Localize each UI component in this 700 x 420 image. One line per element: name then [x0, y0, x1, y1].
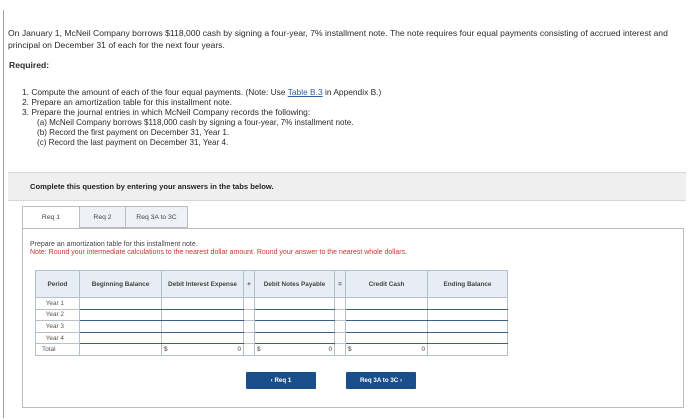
- requirement-3: 3. Prepare the journal entries in which McNeil Company records the following:: [22, 107, 311, 118]
- total-label: Total: [36, 344, 80, 356]
- ending-balance-input[interactable]: [428, 321, 508, 333]
- instructions-banner: Complete this question by entering your answers in the tabs below.: [8, 172, 686, 201]
- prev-req-button[interactable]: ‹ Req 1: [246, 372, 316, 389]
- requirement-3a: (a) McNeil Company borrows $118,000 cash by signing a four-year, 7% installment note.: [37, 117, 354, 127]
- interest-expense-input[interactable]: [162, 332, 244, 344]
- credit-cash-input[interactable]: [346, 332, 428, 344]
- beginning-balance-input[interactable]: [80, 309, 162, 321]
- requirements-list: [22, 87, 381, 148]
- beginning-balance-input[interactable]: [80, 321, 162, 333]
- interest-expense-input[interactable]: [162, 321, 244, 333]
- credit-cash-input[interactable]: [346, 321, 428, 333]
- total-notes-payable: $ 0: [255, 344, 335, 356]
- tab-req-2[interactable]: Req 2: [80, 206, 126, 228]
- period-label: Year 2: [36, 309, 80, 321]
- ending-balance-input[interactable]: [428, 309, 508, 321]
- credit-cash-input[interactable]: [346, 309, 428, 321]
- beginning-balance-input[interactable]: [80, 332, 162, 344]
- tab-req-1[interactable]: Req 1: [22, 206, 80, 228]
- requirement-2: 2. Prepare an amortization table for this installment note.: [22, 97, 232, 108]
- interest-expense-input[interactable]: [162, 309, 244, 321]
- chevron-right-icon: ›: [398, 377, 403, 384]
- panel-instructions: Prepare an amortization table for this installment note. Note: Round your intermediate calculations to the nearest dollar amount. Round your answer to the nearest whole dollars.: [30, 241, 408, 257]
- col-ending-balance: Ending Balance: [428, 271, 508, 298]
- problem-intro: On January 1, McNeil Company borrows $118,000 cash by signing a four-year, 7% installment note. The note requires four equal payments consisting of accrued interest and principal on December 31 of each for the next four years.: [8, 28, 668, 50]
- notes-payable-input[interactable]: [255, 332, 335, 344]
- requirement-1: 1. Compute the amount of each of the four equal payments. (Note: Use Table B.3 in Appendix B.): [22, 87, 382, 97]
- next-req-button[interactable]: Req 3A to 3C ›: [346, 372, 416, 389]
- ending-balance-input[interactable]: [428, 298, 508, 310]
- tab-req-3a-to-3c[interactable]: Req 3A to 3C: [126, 206, 188, 228]
- notes-payable-input[interactable]: [255, 321, 335, 333]
- period-label: Year 1: [36, 298, 80, 310]
- table-b3-link[interactable]: Table B.3: [287, 87, 323, 97]
- requirement-3c: (c) Record the last payment on December 31, Year 4.: [37, 138, 229, 148]
- required-heading: Required:: [9, 60, 50, 70]
- table-row: [36, 309, 508, 321]
- credit-cash-input[interactable]: [346, 298, 428, 310]
- notes-payable-input[interactable]: [255, 309, 335, 321]
- col-debit-interest-expense: Debit Interest Expense: [162, 271, 244, 298]
- beginning-balance-input[interactable]: [80, 298, 162, 310]
- col-period: Period: [36, 271, 80, 298]
- requirement-3b: (b) Record the first payment on December 31, Year 1.: [37, 127, 230, 137]
- table-row: [36, 332, 508, 344]
- chevron-left-icon: ‹: [270, 377, 275, 384]
- col-credit-cash: Credit Cash: [346, 271, 428, 298]
- table-row: [36, 298, 508, 310]
- total-row: [36, 344, 508, 356]
- interest-expense-input[interactable]: [162, 298, 244, 310]
- col-beginning-balance: Beginning Balance: [80, 271, 162, 298]
- period-label: Year 3: [36, 321, 80, 333]
- table-row: [36, 321, 508, 333]
- amortization-table: [35, 270, 523, 356]
- op-plus: +: [244, 271, 255, 298]
- period-label: Year 4: [36, 332, 80, 344]
- total-credit-cash: $ 0: [346, 344, 428, 356]
- col-debit-notes-payable: Debit Notes Payable: [255, 271, 335, 298]
- notes-payable-input[interactable]: [255, 298, 335, 310]
- total-interest-expense: $ 0: [162, 344, 244, 356]
- ending-balance-input[interactable]: [428, 332, 508, 344]
- op-equals: =: [335, 271, 346, 298]
